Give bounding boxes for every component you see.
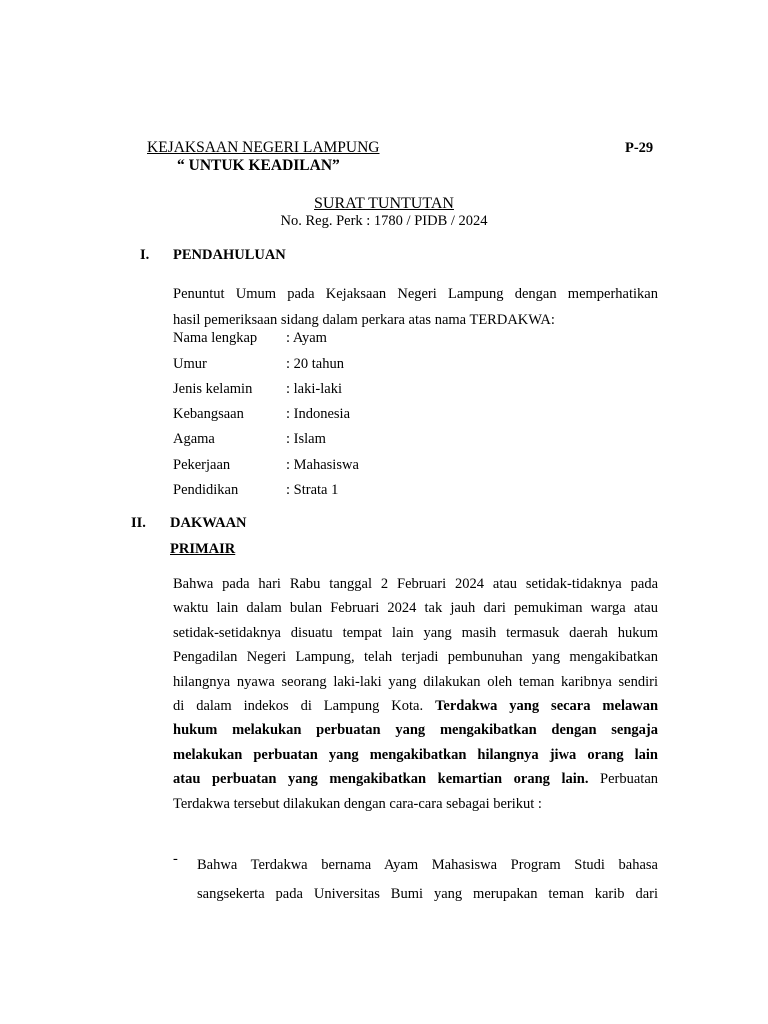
paragraph-line: Terdakwa tersebut dilakukan dengan cara-cara sebagai berikut :	[173, 795, 542, 812]
paragraph-line: Pengadilan Negeri Lampung, telah terjadi pembunuhan yang mengakibatkan	[173, 649, 658, 666]
identity-value: : Mahasiswa	[286, 457, 359, 473]
form-code: P-29	[625, 140, 654, 156]
identity-label: Agama	[173, 431, 215, 447]
bullet-item	[197, 851, 658, 909]
identity-value: : 20 tahun	[286, 356, 344, 372]
document-title: SURAT TUNTUTAN	[314, 195, 454, 212]
identity-value: : laki-laki	[286, 381, 342, 397]
motto: “ UNTUK KEADILAN”	[177, 157, 340, 174]
identity-value: : Indonesia	[286, 406, 351, 422]
paragraph-line: waktu lain dalam bulan Februari 2024 tak jauh dari pemukiman warga atau	[173, 600, 658, 617]
identity-value: : Islam	[286, 431, 326, 447]
bullet-line: Bahwa Terdakwa bernama Ayam Mahasiswa Program Studi bahasa	[197, 857, 658, 873]
charge-text-bold: atau perbuatan yang mengakibatkan kemartian orang lain.	[173, 771, 589, 788]
identity-label: Umur	[173, 356, 207, 372]
primair-paragraph	[173, 572, 658, 816]
paragraph-line: Bahwa pada hari Rabu tanggal 2 Februari 2024 atau setidak-tidaknya pada	[173, 576, 658, 592]
paragraph-line-mixed	[173, 694, 658, 718]
charge-line-bold: hukum melakukan perbuatan yang mengakibatkan dengan sengaja	[173, 722, 658, 739]
paragraph-text: Perbuatan	[600, 771, 659, 788]
paragraph-line: hilangnya nyawa seorang laki-laki yang dilakukan oleh teman karibnya sendiri	[173, 673, 658, 690]
identity-label: Pendidikan	[173, 482, 239, 498]
paragraph-text: di dalam indekos di Lampung Kota.	[173, 698, 424, 715]
identity-label: Pekerjaan	[173, 457, 231, 473]
identity-label: Jenis kelamin	[173, 381, 253, 397]
registration-number: No. Reg. Perk : 1780 / PIDB / 2024	[280, 213, 488, 229]
identity-label: Nama lengkap	[173, 330, 258, 346]
charge-line-bold: melakukan perbuatan yang mengakibatkan hilangnya jiwa orang lain	[173, 746, 658, 763]
paragraph-line: setidak-setidaknya disuatu tempat lain yang masih termasuk daerah hukum	[173, 624, 658, 641]
section-1-number: I.	[140, 247, 150, 263]
charge-text-bold: Terdakwa yang secara melawan	[435, 698, 659, 715]
bullet-marker: -	[173, 851, 178, 867]
identity-value: : Ayam	[286, 330, 327, 346]
intro-line: hasil pemeriksaan sidang dalam perkara atas nama TERDAKWA:	[173, 312, 555, 328]
institution-name: KEJAKSAAN NEGERI LAMPUNG	[147, 139, 380, 156]
intro-line: Penuntut Umum pada Kejaksaan Negeri Lampung dengan memperhatikan	[173, 286, 658, 302]
section-1-heading: PENDAHULUAN	[173, 247, 286, 263]
intro-paragraph	[173, 281, 658, 333]
section-2-number: II.	[131, 515, 146, 531]
paragraph-line-mixed	[173, 767, 658, 791]
identity-label: Kebangsaan	[173, 406, 244, 422]
section-2-heading: DAKWAAN	[170, 515, 247, 531]
identity-value: : Strata 1	[286, 482, 339, 498]
section-2-subheading: PRIMAIR	[170, 541, 236, 557]
bullet-line: sangsekerta pada Universitas Bumi yang merupakan teman karib dari	[197, 886, 658, 902]
